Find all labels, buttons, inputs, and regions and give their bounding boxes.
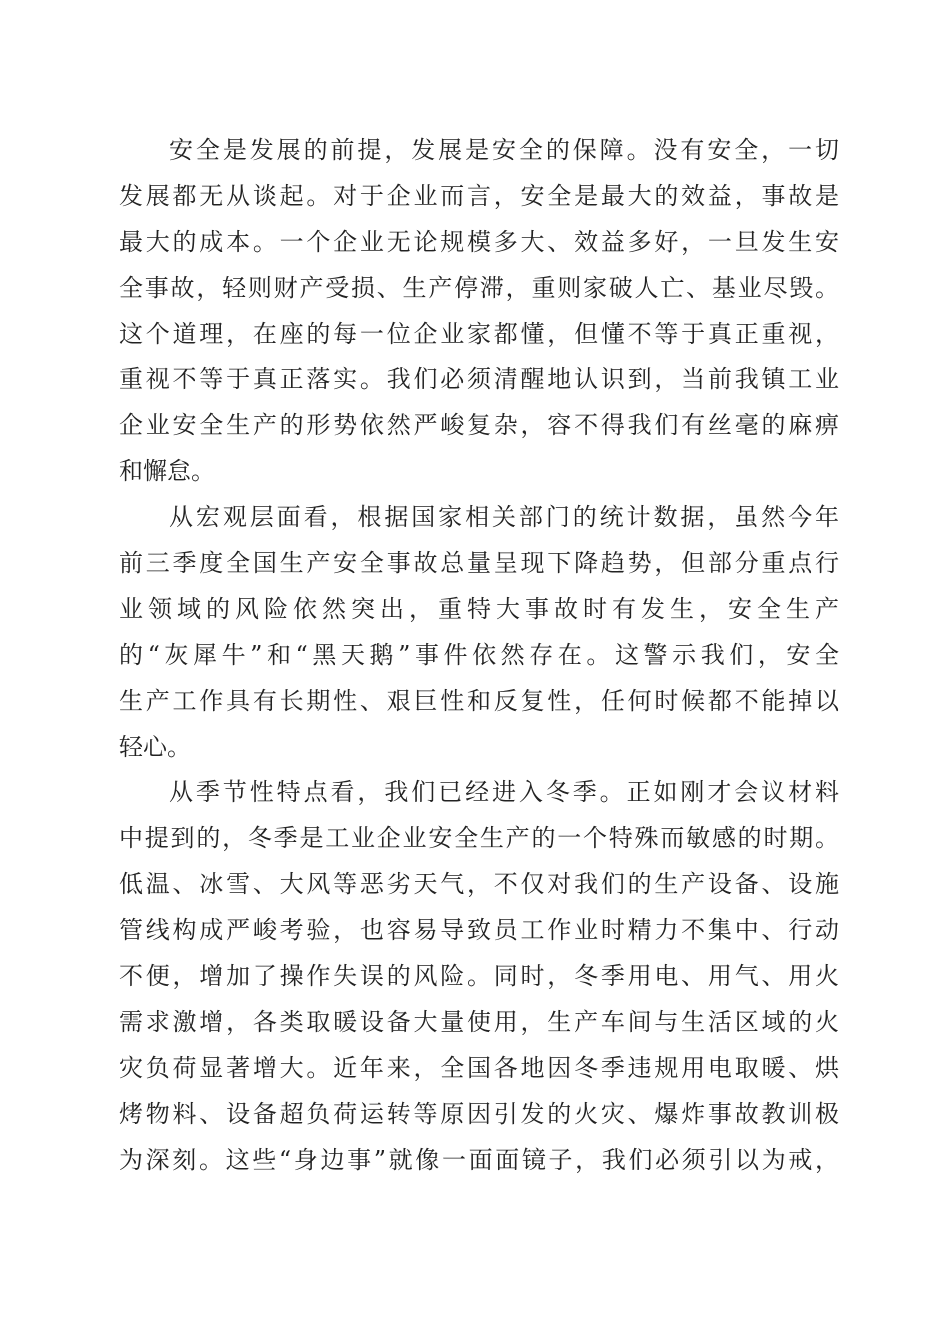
text-line: 管线构成严峻考验，也容易导致员工作业时精力不集中、行动: [119, 916, 839, 945]
text-line: 从宏观层面看，根据国家相关部门的统计数据，虽然今年: [169, 503, 839, 532]
paragraph-1: [119, 128, 839, 495]
paragraph-3: [119, 770, 839, 1183]
text-line: 最大的成本。一个企业无论规模多大、效益多好，一旦发生安: [119, 227, 839, 256]
text-line: 生产工作具有长期性、艰巨性和反复性，任何时候都不能掉以: [119, 686, 839, 715]
text-line: 从季节性特点看，我们已经进入冬季。正如刚才会议材料: [169, 778, 839, 807]
text-line: 不便，增加了操作失误的风险。同时，冬季用电、用气、用火: [119, 962, 839, 991]
text-line: 业领域的风险依然突出，重特大事故时有发生，安全生产: [119, 594, 839, 623]
text-line: 发展都无从谈起。对于企业而言，安全是最大的效益，事故是: [119, 181, 839, 210]
text-line: 重视不等于真正落实。我们必须清醒地认识到，当前我镇工业: [119, 365, 839, 394]
text-line: 灾负荷显著增大。近年来，全国各地因冬季违规用电取暖、烘: [119, 1053, 839, 1082]
document-body: [119, 128, 839, 1183]
text-line: 轻心。: [119, 732, 191, 761]
text-line: 需求激增，各类取暖设备大量使用，生产车间与生活区域的火: [119, 1007, 839, 1036]
text-line: 全事故，轻则财产受损、生产停滞，重则家破人亡、基业尽毁。: [119, 273, 839, 302]
text-line: 中提到的，冬季是工业企业安全生产的一个特殊而敏感的时期。: [119, 824, 839, 853]
text-line: 企业安全生产的形势依然严峻复杂，容不得我们有丝毫的麻痹: [119, 411, 839, 440]
text-line: 为深刻。这些“身边事”就像一面面镜子，我们必须引以为戒，: [119, 1145, 839, 1174]
paragraph-2: [119, 495, 839, 770]
text-line: 和懈怠。: [119, 457, 215, 486]
text-line: 这个道理，在座的每一位企业家都懂，但懂不等于真正重视，: [119, 319, 839, 348]
text-line: 烤物料、设备超负荷运转等原因引发的火灾、爆炸事故教训极: [119, 1099, 839, 1128]
text-line: 的“灰犀牛”和“黑天鹅”事件依然存在。这警示我们，安全: [119, 640, 839, 669]
text-line: 低温、冰雪、大风等恶劣天气，不仅对我们的生产设备、设施: [119, 870, 839, 899]
text-line: 前三季度全国生产安全事故总量呈现下降趋势，但部分重点行: [119, 549, 839, 578]
text-line: 安全是发展的前提，发展是安全的保障。没有安全，一切: [169, 136, 839, 164]
